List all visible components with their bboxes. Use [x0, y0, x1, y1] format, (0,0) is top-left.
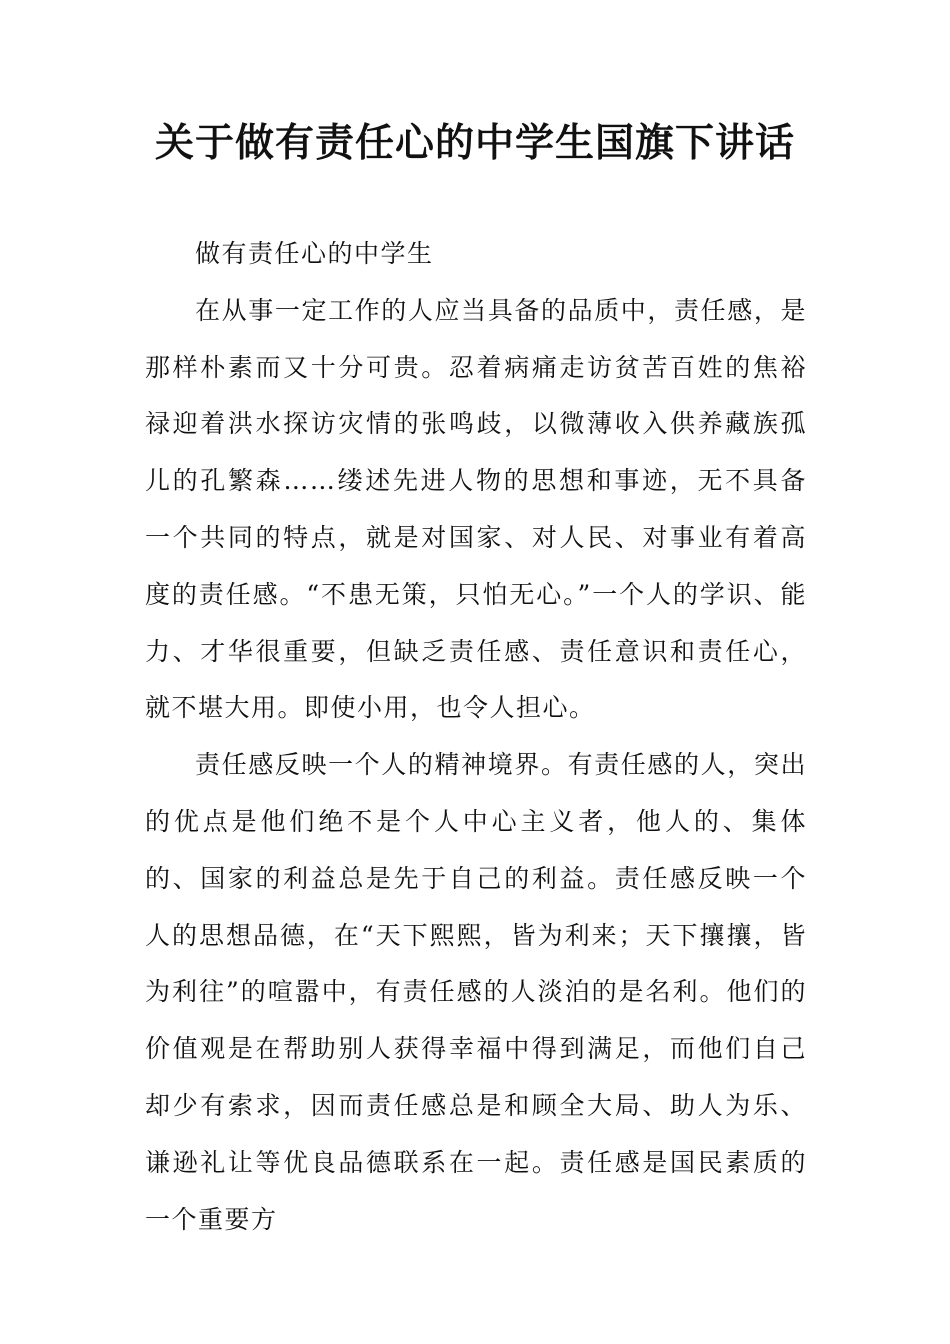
- document-body: [145, 226, 807, 1248]
- paragraph: 在从事一定工作的人应当具备的品质中，责任感，是那样朴素而又十分可贵。忍着病痛走访贫苦百姓的焦裕禄迎着洪水探访灾情的张鸣歧，以微薄收入供养藏族孤儿的孔繁森……缕述先进人物的思想和事迹，无不具备一个共同的特点，就是对国家、对人民、对事业有着高度的责任感。“不患无策，只怕无心。”一个人的学识、能力、才华很重要，但缺乏责任感、责任意识和责任心，就不堪大用。即使小用，也令人担心。: [145, 295, 807, 723]
- page-title: 关于做有责任心的中学生国旗下讲话: [154, 121, 795, 166]
- paragraph: 责任感反映一个人的精神境界。有责任感的人，突出的优点是他们绝不是个人中心主义者，他人的、集体的、国家的利益总是先于自己的利益。责任感反映一个人的思想品德，在“天下熙熙，皆为利来；天下攘攘，皆为利往”的喧嚣中，有责任感的人淡泊的是名利。他们的价值观是在帮助别人获得幸福中得到满足，而他们自己却少有索求，因而责任感总是和顾全大局、助人为乐、谦逊礼让等优良品德联系在一起。责任感是国民素质的一个重要方: [145, 750, 807, 1234]
- paragraph-subtitle: 做有责任心的中学生: [195, 239, 434, 268]
